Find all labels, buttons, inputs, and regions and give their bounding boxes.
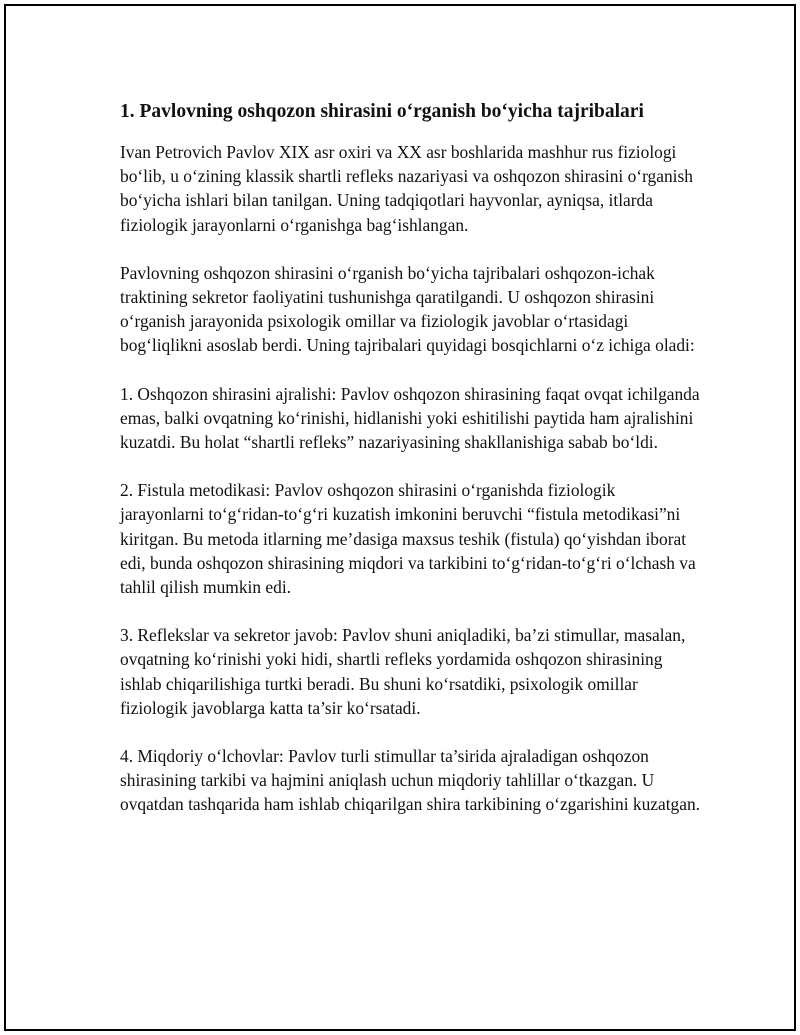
paragraph-item-3: 3. Reflekslar va sekretor javob: Pavlov shuni aniqladiki, ba’zi stimullar, masalan, ovqatning ko‘rinishi yoki hidi, shartli refleks yordamida oshqozon shirasining ishlab chiqarilishiga turtki beradi. Bu shuni ko‘rsatdiki, psixologik omillar fiziologik javoblarga katta ta’sir ko‘rsatadi. bbox=[120, 625, 686, 718]
document-title: 1. Pavlovning oshqozon shirasini o‘rganish bo‘yicha tajribalari bbox=[120, 101, 644, 122]
paragraph-overview: Pavlovning oshqozon shirasini o‘rganish bo‘yicha tajribalari oshqozon-ichak traktining sekretor faoliyatini tushunishga qaratilgandi. U oshqozon shirasini o‘rganish jarayonida psixologik omillar va fiziologik javoblar o‘rtasidagi bog‘liqlikni asoslab berdi. Uning tajribalari quyidagi bosqichlarni o‘z ichiga oladi: bbox=[120, 262, 695, 356]
paragraph-item-1: 1. Oshqozon shirasini ajralishi: Pavlov oshqozon shirasining faqat ovqat ichilganda emas, balki ovqatning ko‘rinishi, hidlanishi yoki eshitilishi paytida ham ajralishini kuzatdi. Bu holat “shartli refleks” nazariyasining shakllanishiga sabab bo‘ldi. bbox=[120, 383, 700, 453]
page-frame bbox=[4, 4, 796, 1031]
paragraph-item-4: 4. Miqdoriy o‘lchovlar: Pavlov turli stimullar ta’sirida ajraladigan oshqozon shirasining tarkibi va hajmini aniqlash uchun miqdoriy tahlillar o‘tkazgan. U ovqatdan tashqarida ham ishlab chiqarilgan shira tarkibining o‘zgarishini kuzatgan. bbox=[120, 746, 700, 815]
document-body bbox=[120, 98, 700, 841]
paragraph-intro: Ivan Petrovich Pavlov XIX asr oxiri va XX asr boshlarida mashhur rus fiziologi bo‘lib, u o‘zining klassik shartli refleks nazariyasi va oshqozon shirasini o‘rganish bo‘yicha ishlari bilan tanilgan. Uning tadqiqotlari hayvonlar, ayniqsa, itlarda fiziologik jarayonlarni o‘rganishga bag‘ishlangan. bbox=[120, 142, 693, 235]
paragraph-item-2: 2. Fistula metodikasi: Pavlov oshqozon shirasini o‘rganishda fiziologik jarayonlarni to‘g‘ridan-to‘g‘ri kuzatish imkonini beruvchi “fistula metodikasi”ni kiritgan. Bu metoda itlarning me’dasiga maxsus teshik (fistula) qo‘yishdan iborat edi, bunda oshqozon shirasining miqdori va tarkibini to‘g‘ridan-to‘g‘ri o‘lchash va tahlil qilish mumkin edi. bbox=[120, 480, 696, 598]
